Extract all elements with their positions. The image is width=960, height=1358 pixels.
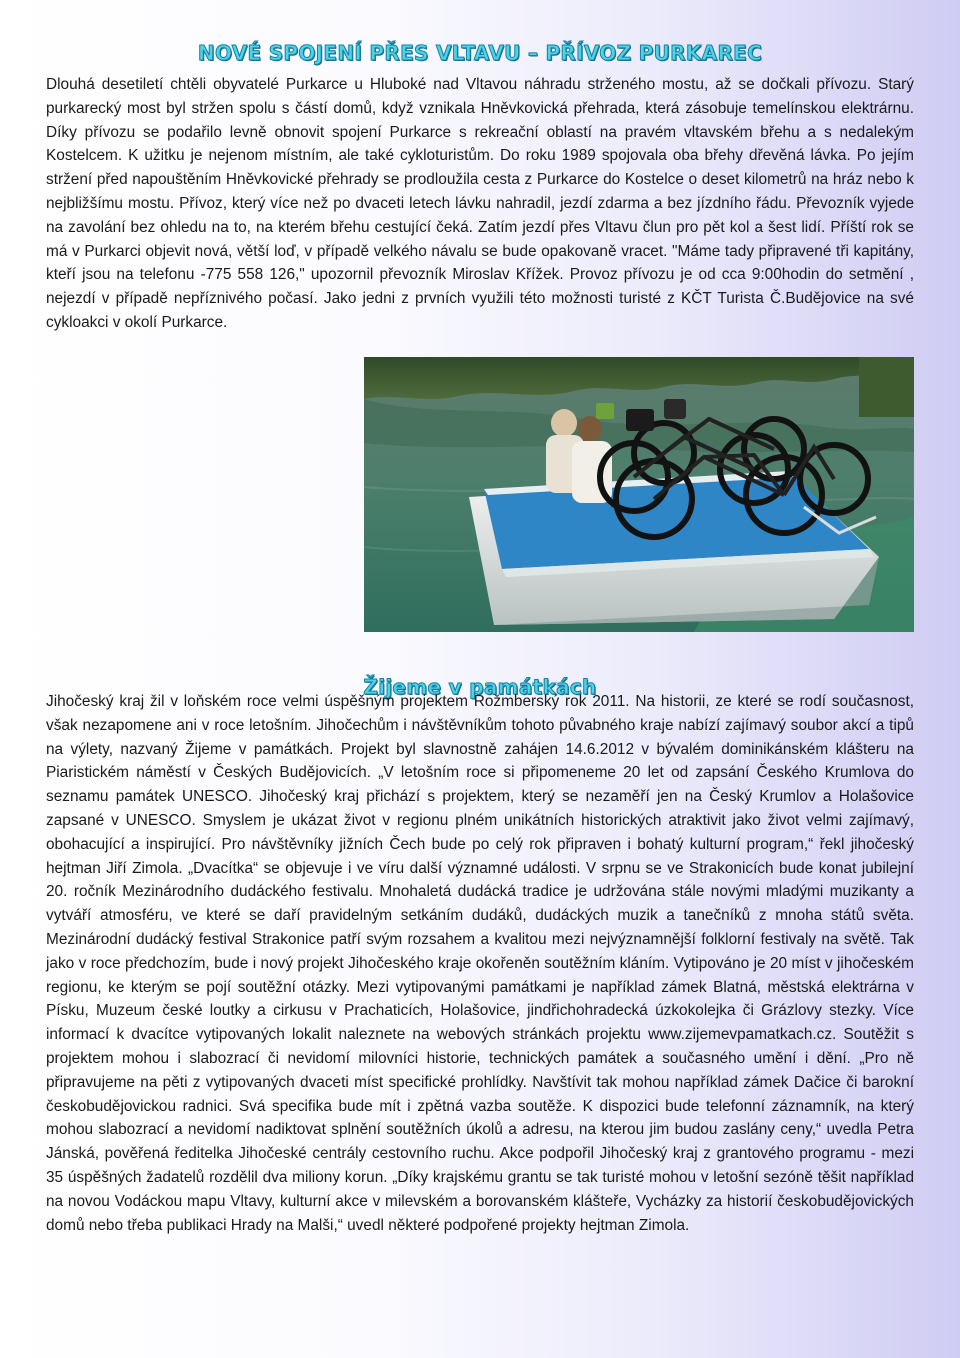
article-title-monuments: Žijeme v památkách [363, 674, 597, 699]
article-body-monuments: Jihočeský kraj žil v loňském roce velmi úspěšným projektem Rožmberský rok 2011. Na historii, ze které se rodí současnost, však nezapomene ani v roce letošním. Jihočechům i návštěvníkům tohoto půvabného kraje nabízí zajímavý soubor akcí a tipů na výlety, nazvaný Žijeme v památkách. Projekt byl slavnostně zahájen 14.6.2012 v bývalém dominikánském klášteru na Piaristickém náměstí v Českých Budějovicích. „V letošním roce si připomeneme 20 let od zapsání Českého Krumlova do seznamu památek UNESCO. Jihočeský kraj přichází s projektem, který se nezaměří jen na Český Krumlov a Holašovice zapsané v UNESCO. Smyslem je ukázat život v regionu plném unikátních historických atraktivit jako život velmi zajímavý, obohacující a inspirující. Pro návštěvníky jižních Čech bude po celý rok připraven i bohatý kulturní program,“ řekl jihočeský hejtman Jiří Zimola. „Dvacítka“ se objevuje i ve víru další významné události. V srpnu se ve Strakonicích bude konat jubilejní 20. ročník Mezinárodního dudáckého festivalu. Mnohaletá dudácká tradice je udržována stále novými mladými muzikanty a vytváří atmosféru, ve které se daří pravidelným setkáním dudáků, dudáckých muzik a tanečníků z mnoha států světa. Mezinárodní dudácký festival Strakonice patří svým rozsahem a kvalitou mezi nejvýznamnější folklorní festivaly na světě. Tak jako v roce předchozím, bude i nový projekt Jihočeského kraje okořeněn soutěžním kláním. Vytipováno je 20 míst v jihočeském regionu, ke kterým se pojí soutěžní otázky. Mezi vytipovanými památkami je například zámek Blatná, městská elektrárna v Písku, Muzeum české loutky a cirkusu v Prachaticích, Holašovice, jindřichohradecká úzkokolejka či Grázlovy stezky. Více informací k dvacítce vytipovaných lokalit naleznete na webových stránkách projektu www.zijemevpamatkach.cz. Soutěžit s projektem mohou i slabozrací či nevidomí milovníci historie, technických památek a současného umění i dění. „Pro ně připravujeme na pěti z vytipovaných dvaceti míst specifické prohlídky. Navštívit tak mohou například zámek Dačice či barokní českobudějovickou radnici. Svá specifika bude mít i zpětná vazba soutěže. K dispozici bude telefonní záznamník, na který mohou slabozrací a nevidomí nadiktovat splnění soutěžních úkolů a adresu, na kterou jim budou zaslány ceny,“ uvedla Petra Jánská, pověřená ředitelka Jihočeské centrály cestovního ruchu. Akce podpořil Jihočeský kraj z grantového programu - mezi 35 úspěšných žadatelů rozdělil dva miliony korun. „Díky krajskému grantu se tak turisté mohou v letošní sezóně těšit například na novou Vodáckou mapu Vltavy, kulturní akce v milevském a borovanském klášteře, Vycházky za historií českobudějovických domů nebo třeba publikaci Hrady na Malši,“ uvedl některé podpořené projekty hejtman Zimola. [46, 693, 914, 1234]
article-title-ferry: NOVÉ SPOJENÍ PŘES VLTAVU – PŘÍVOZ PURKAREC [197, 41, 763, 66]
ferry-photo [364, 357, 914, 632]
article-body-ferry: Dlouhá desetiletí chtěli obyvatelé Purkarce u Hluboké nad Vltavou náhradu strženého mostu, až se dočkali přívozu. Starý purkarecký most byl stržen spolu s částí domů, když vznikala Hněvkovická přehrada, která zásobuje temelínskou elektrárnu. Díky přívozu se podařilo levně obnovit spojení Purkarce s rekreační oblastí na pravém vltavském břehu a s nedalekým Kostelcem. K užitku je nejenom místním, ale také cykloturistům. Do roku 1989 spojovala oba břehy dřevěná lávka. Po jejím stržení před napouštěním Hněvkovické přehrady se prodloužila cesta z Purkarce do Kostelce o deset kilometrů na hráz nebo k nejbližšímu mostu. Přívoz, který více než po dvaceti letech lávku nahradil, jezdí zdarma a bez jízdního řádu. Převozník vyjede na zavolání bez ohledu na to, na kterém břehu cestující čeká. Zatím jezdí přes Vltavu člun pro pět kol a šest lidí. Příští rok se má v Purkarci objevit nová, větší loď, v případě velkého návalu se bude opakovaně vracet. "Máme tady připravené tři kapitány, kteří jsou na telefonu -775 558 126," upozornil převozník Miroslav Křížek. Provoz přívozu je od cca 9:00hodin do setmění , nejezdí v případě nepříznivého počasí. Jako jedni z prvních využili této možnosti turisté z KČT Turista Č.Budějovice na své cykloakci v okolí Purkarce. [46, 76, 914, 331]
